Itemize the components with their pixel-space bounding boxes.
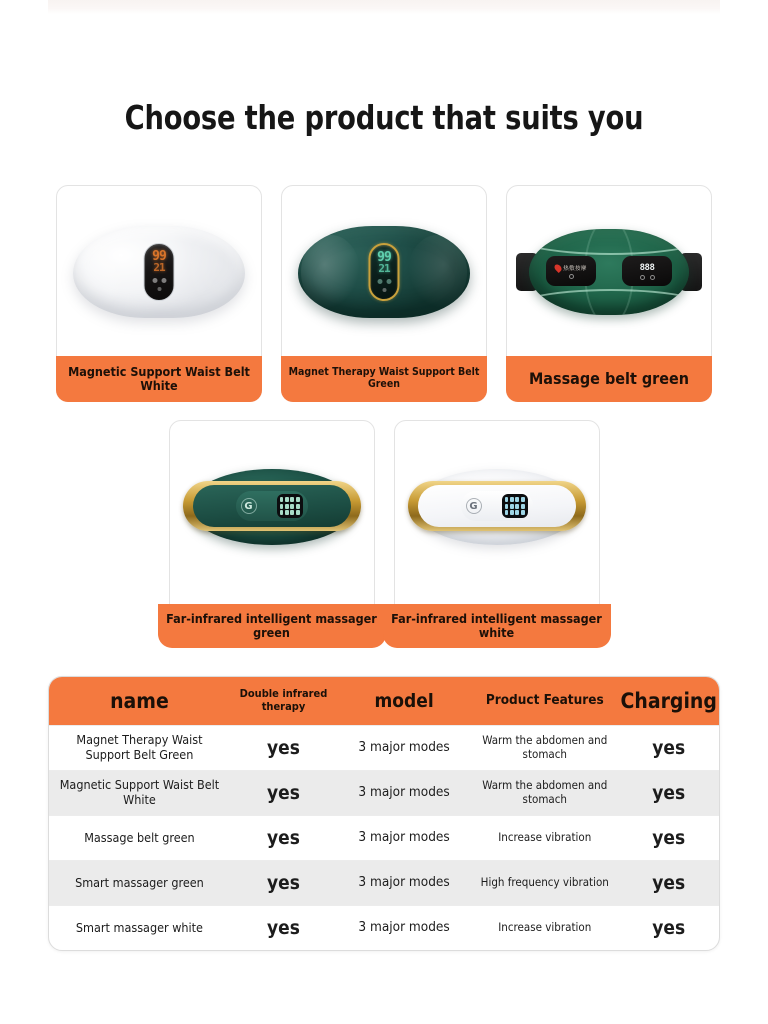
cell-features: High frequency vibration <box>480 875 609 890</box>
product-image-stage <box>170 421 374 593</box>
product-caption: Far-infrared intelligent massager white <box>383 604 611 648</box>
cell-model: 3 major modes <box>358 829 450 846</box>
massager-body <box>406 465 588 549</box>
belt-assembly <box>516 229 702 315</box>
product-card-magnet-therapy-waist-support-belt-green[interactable] <box>281 185 487 402</box>
belt-highlight-left <box>301 235 359 309</box>
dot-matrix-display <box>502 494 528 518</box>
table-header-infrared: Double infrared therapy <box>239 687 328 713</box>
power-button-icon[interactable]: G <box>466 498 482 514</box>
display-digits: 99 <box>152 249 166 264</box>
cell-model: 3 major modes <box>358 739 450 756</box>
cell-infrared: yes <box>267 736 300 759</box>
product-image-stage <box>282 186 486 358</box>
flame-icon <box>553 263 563 273</box>
product-card-massage-belt-green[interactable] <box>506 185 712 402</box>
power-indicator-icon <box>157 287 161 291</box>
brand-logo-icon <box>555 264 587 272</box>
table-header-name: name <box>110 688 169 713</box>
table-header-row <box>49 677 719 725</box>
product-card-row-bottom <box>0 420 768 640</box>
panel-indicator-icons <box>569 274 574 279</box>
product-image-stage <box>507 186 711 358</box>
top-divider-strip <box>48 0 720 14</box>
cell-model: 3 major modes <box>358 919 450 936</box>
belt-highlight-right <box>408 235 466 309</box>
display-sub-digits: 21 <box>378 261 390 275</box>
dot-matrix-display <box>277 494 303 518</box>
control-island <box>236 491 308 521</box>
table-header-charging: Charging <box>620 688 717 713</box>
product-caption: Magnetic Support Waist Belt White <box>56 356 262 402</box>
cell-features: Increase vibration <box>498 830 592 845</box>
comparison-table <box>48 676 720 951</box>
table-row <box>49 905 719 950</box>
table-header-features: Product Features <box>485 692 604 709</box>
gold-rim-accent <box>183 481 361 531</box>
cell-charging: yes <box>652 871 686 894</box>
display-digits: 99 <box>377 250 391 265</box>
cell-name: Smart massager white <box>75 919 203 935</box>
cell-charging: yes <box>652 736 686 759</box>
product-image-stage <box>57 186 261 358</box>
cell-model: 3 major modes <box>358 874 450 891</box>
cell-features: Increase vibration <box>498 920 592 935</box>
cell-features: Warm the abdomen and stomach <box>482 733 608 761</box>
belt-body <box>73 226 245 318</box>
display-sub-digits: 21 <box>153 260 165 274</box>
gold-rim-accent <box>408 481 586 531</box>
panel-control-icons <box>640 275 655 280</box>
massager-inner-pad <box>193 485 351 527</box>
cell-charging: yes <box>652 826 686 849</box>
device-display-panel <box>369 243 400 301</box>
table-header-model: model <box>374 689 434 712</box>
product-caption: Far-infrared intelligent massager green <box>158 604 386 648</box>
device-green-pillow-belt <box>298 226 470 318</box>
cell-infrared: yes <box>267 826 300 849</box>
power-button-icon[interactable]: G <box>241 498 257 514</box>
device-green-oval-massager <box>181 465 363 549</box>
cell-infrared: yes <box>267 871 300 894</box>
display-control-icons <box>377 279 391 284</box>
product-card-row-top <box>0 185 768 402</box>
belt-highlight-right <box>183 235 241 309</box>
control-island <box>461 491 533 521</box>
display-digits: 888 <box>639 262 655 273</box>
power-indicator-icon <box>382 288 386 292</box>
belt-body <box>298 226 470 318</box>
product-caption: Magnet Therapy Waist Support Belt Green <box>281 356 487 402</box>
device-green-hourglass-belt <box>516 229 702 315</box>
product-card-far-infrared-intelligent-massager-green[interactable] <box>166 420 377 640</box>
massager-body <box>181 465 363 549</box>
cell-model: 3 major modes <box>358 784 450 801</box>
device-white-oval-massager <box>406 465 588 549</box>
device-display-panel <box>144 243 175 301</box>
brand-panel <box>546 256 596 286</box>
cell-name: Magnetic Support Waist Belt White <box>59 777 220 807</box>
table-row <box>49 725 719 770</box>
cell-infrared: yes <box>267 781 300 804</box>
table-row <box>49 815 719 860</box>
product-image-stage <box>395 421 599 593</box>
cell-name: Magnet Therapy Waist Support Belt Green <box>76 732 203 762</box>
page-title: Choose the product that suits you <box>124 98 644 137</box>
product-card-far-infrared-intelligent-massager-white[interactable] <box>391 420 602 640</box>
cell-infrared: yes <box>267 916 300 939</box>
massager-inner-pad <box>418 485 576 527</box>
cell-name: Smart massager green <box>75 874 204 890</box>
product-card-magnetic-support-waist-belt-white[interactable] <box>56 185 262 402</box>
table-row <box>49 860 719 905</box>
cell-charging: yes <box>652 781 686 804</box>
table-row <box>49 770 719 815</box>
brand-logo-text: 热敷按摩 <box>563 265 587 272</box>
product-caption: Massage belt green <box>506 356 712 402</box>
display-panel <box>622 256 672 286</box>
belt-highlight-left <box>76 235 134 309</box>
device-white-pillow-belt <box>73 226 245 318</box>
cell-charging: yes <box>652 916 686 939</box>
cell-features: Warm the abdomen and stomach <box>482 778 608 806</box>
display-control-icons <box>152 278 166 283</box>
cell-name: Massage belt green <box>84 829 195 845</box>
